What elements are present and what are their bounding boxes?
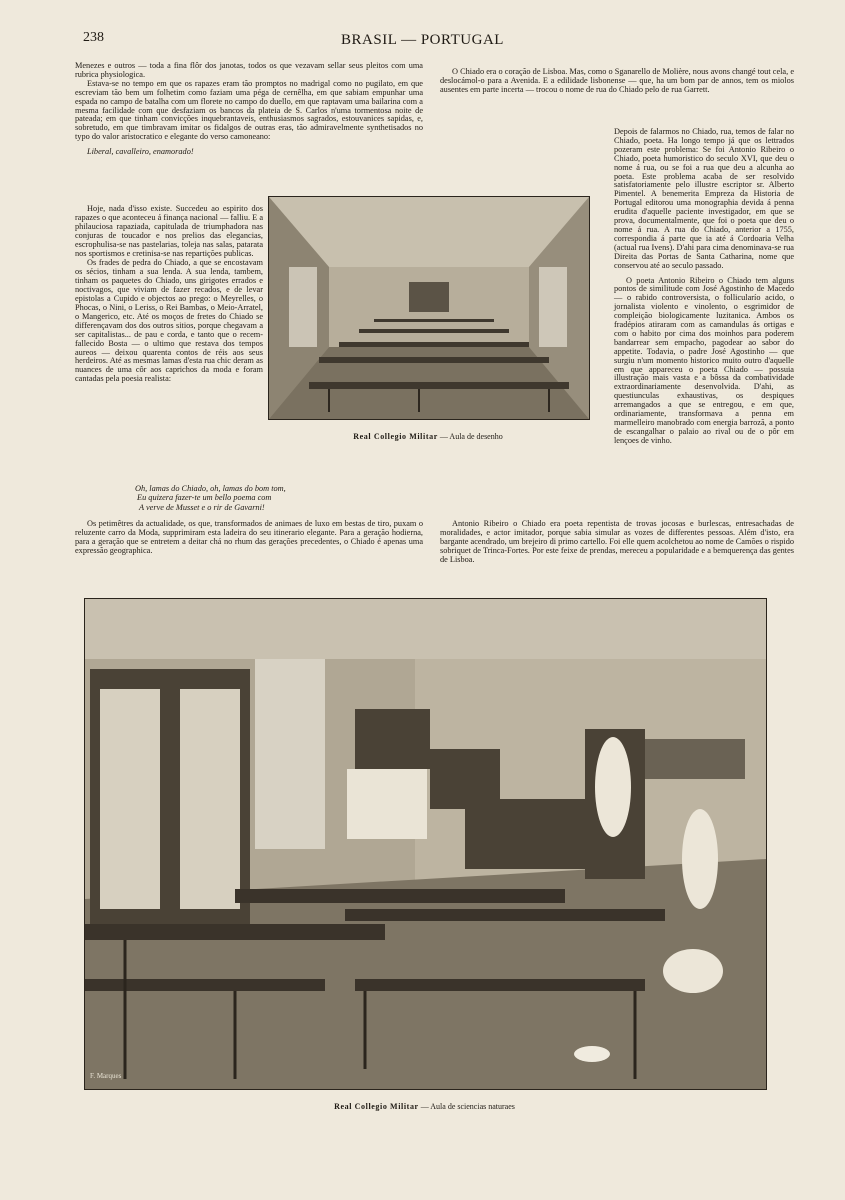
verse-line: Liberal, cavalleiro, enamorado! — [87, 147, 194, 157]
verse-line: Eu quizera fazer-te um bello poema com — [137, 493, 272, 503]
left-column-top — [75, 62, 423, 163]
paragraph: Os frades de pedra do Chiado, a que se encostavam os sécios, tinham a sua lenda. A sua lenda, tambem, tinham os paquetes do Chiado, uns girigotes errados e noctivagos, que viviam de fazer recados, e de levar epistolas a Cupido e objectos ao prego: o Meyrelles, o Phocas, o Nini, o Leriss, o Rei Bambas, o Meio-Arratel, o Mangerico, etc. Até os moços de fretes do Chiado se differençavam dos dos outros sitios, porque chegavam a ser capitalistas... de pau e corda, e tanto que o recem-fallecido Bosta — o ultimo que restava dos tempos aureos — deixou quarenta contos de réis aos seus herdeiros. Até as mesmas lamas d'esta rua chic deram as nuances de uma côr aos caprichos da moda e foram cantadas pela poesia realista: — [75, 258, 263, 384]
paragraph: O Chiado era o coração de Lisboa. Mas, como o Sganarello de Molière, nous avons changé tout cela, e deslocámol-o para a Avenida. E a edilidade lisbonense — que, ha um bom par de annos, tem os miolos ausentes em parte incerta — trocou o nome de rua do Chiado pelo de rua Garrett. — [440, 67, 794, 94]
right-column-top — [440, 68, 794, 95]
paragraph: Depois de falarmos no Chiado, rua, temos de falar no Chiado, poeta. Ha longo tempo já que os lettrados pozeram este problema: Se foi Antonio Ribeiro o Chiado, poeta humoristico do seculo XVI, que deu o nome á rua, ou se foi a rua que deu a alcunha ao poeta. Este problema acaba de ser resolvido satisfatoriamente pelo illustre escriptor sr. Alberto Pimentel. A benemerita Empreza da Historia de Portugal editorou uma monographia devida á penna erudita d'aquelle paciente investigador, em que se prova, documentalmente, que foi o poeta que deu o nome á rua. A rua do Chiado, anterior a 1755, correspondia á parte que ia até á Cordoaria Velha (actual rua Ivens). D'ahi para cima denominava-se rua Direita das Portas de Santa Catharina, nome que conservou até ao seculo passado. — [614, 127, 794, 270]
left-column-narrow — [75, 205, 263, 384]
paragraph: Menezes e outros — toda a fina flôr dos janotas, todos os que vezavam sellar seus pleitos com uma rubrica physiologica. — [75, 61, 423, 79]
paragraph: Hoje, nada d'isso existe. Succedeu ao espirito dos rapazes o que aconteceu á finança nacional — falliu. E a philauciosa rapaziada, capitulada de triumphadora nas conjuras de toucador e nos prelios das elegancias, escrophulisa-se nas pastelarias, toleja nas salas, patarata nos sportismos e cretinisa-se nas repartições publicas. — [75, 204, 263, 258]
figure-caption-drawing — [268, 432, 588, 441]
caption-institution: Real Collegio Militar — [353, 432, 438, 441]
caption-text: — Aula de desenho — [437, 432, 503, 441]
drawing-classroom-photo — [268, 196, 590, 420]
drawing-classroom-illustration — [269, 197, 589, 419]
verse-block — [75, 484, 423, 512]
verse-line: Oh, lamas do Chiado, oh, lamas do bom tom, — [135, 484, 286, 493]
page-number: 238 — [83, 30, 104, 45]
right-column-bottom — [440, 520, 794, 565]
paragraph: Antonio Ribeiro o Chiado era poeta repentista de trovas jocosas e burlescas, entresachadas de moralidades, e actor imitador, porque sabia simular as vozes de differentes pessoas. Além d'isto, era bargante acendrado, um brejeiro di primo cartello. Foi elle quem acolchetou ao nome de Camões o rispido sobriquet de Trinca-Fortes. Por este feixe de prendas, mereceu a popularidade e a bemquerença das gentes de Lisboa. — [440, 519, 794, 564]
caption-institution: Real Collegio Militar — [334, 1102, 419, 1111]
paragraph: Estava-se no tempo em que os rapazes eram tão promptos no madrigal como no pugilato, em que escreviam tão bem um folhetim como faziam uma péga de cernêlha, em que sabiam empunhar uma espada no campo de batalha com um florete no campo do duello, em que raptavam uma bailarina com a mesma facilidade com que desfaziam os bancos da plateia de S. Carlos n'uma tormentosa noite de pateada; em que tinham convicções inquebrantaveis, enthusiasmos sagrados, estouvanices sapidas, e, sobretudo, em que timbravam imitar os fidalgos de outras eras, tão admiravelmente synthetisados no typo do valor aristocratico e elegante do verso camoneano: — [75, 78, 423, 142]
verse-line: A verve de Musset e o rir de Gavarni! — [139, 502, 265, 512]
left-column-bottom — [75, 484, 423, 556]
photo-credit: F. Marques — [90, 1072, 122, 1080]
caption-text: — Aula de sciencias naturaes — [418, 1102, 515, 1111]
running-title: BRASIL — PORTUGAL — [341, 32, 504, 48]
paragraph: Os petimêtres da actualidade, os que, transformados de animaes de luxo em bestas de tiro, puxam o reluzente carro da Moda, supprimiram esta ladeira do seu itinerario elegante. Para a geração hodierna, para a geração que se entretem a deitar chá no rhum das gerações precedentes, o Chiado é apenas uma expressão geographica. — [75, 519, 423, 555]
figure-caption-sciences — [84, 1102, 765, 1111]
natural-sciences-illustration — [85, 599, 766, 1089]
natural-sciences-classroom-photo — [84, 598, 767, 1090]
paragraph: O poeta Antonio Ribeiro o Chiado tem alguns pontos de similitude com José Agostinho de Macedo — o rabido controversista, o follicularío acido, o jornalista violento e vinolento, o esgrimidor de compleição biologicamente luzitanica. Ambos os fradépios atiraram com as camandulas ás ortigas e com o habito por cima dos moinhos para poderem bandarrear sem empacho, pagodear ao sabor do appetite. Todavia, o padre José Agostinho — que surgiu n'um momento historico muito outro d'aquelle em que appareceu o poeta Chiado — possuia illustração mais vasta e a bôssa da combatividade extraordinariamente desenvolvida. D'ahi, as questiunculas exhaustivas, os despiques arremangados a que se entregou, e em que, ordinariamente, transformava a penna em marmelleiro manobrado com energia barrozã, a ponto de escangalhar o palaio ao rival ou de o pôr em lençoes de vinho. — [614, 275, 794, 445]
